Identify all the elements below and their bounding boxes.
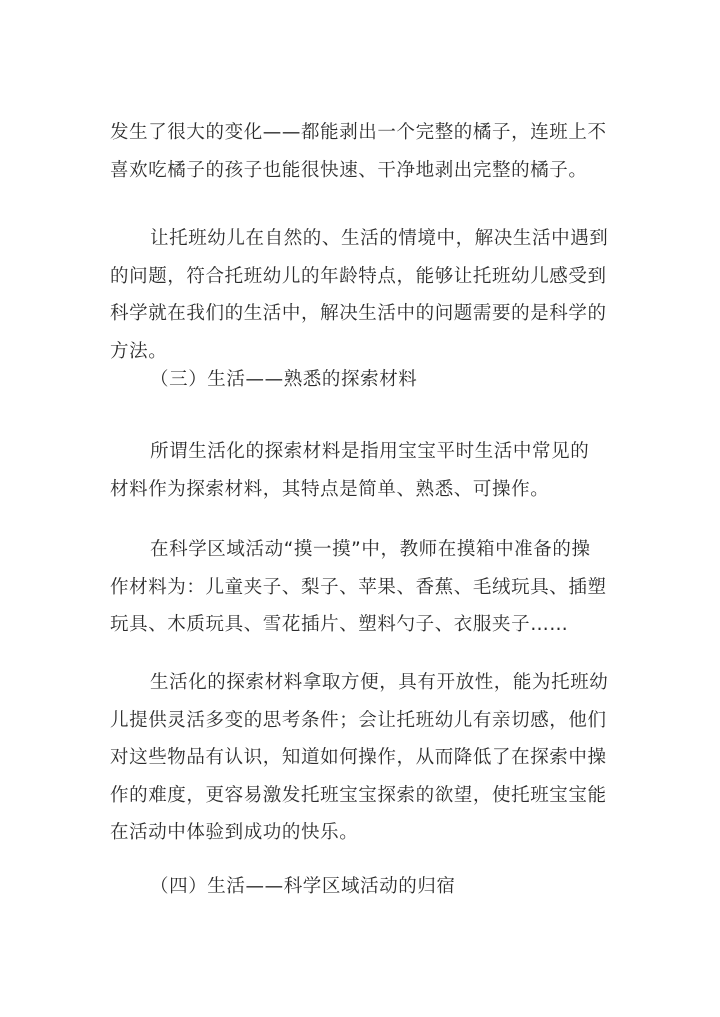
paragraph-material-definition <box>110 433 618 508</box>
paragraph-scientific-method <box>110 220 618 370</box>
paragraph-material-benefits <box>110 664 618 852</box>
text-line: 对这些物品有认识，知道如何操作，从而降低了在探索中操 <box>110 747 607 768</box>
text-line: 科学就在我们的生活中，解决生活中的问题需要的是科学的 <box>110 303 607 324</box>
section-heading-3: （三）生活——熟悉的探索材料 <box>150 369 418 390</box>
text-line: 在科学区域活动“摸一摸”中，教师在摸箱中准备的操 <box>150 539 591 560</box>
text-line: 所谓生活化的探索材料是指用宝宝平时生活中常见的 <box>150 441 590 462</box>
text-line: 儿提供灵活多变的思考条件；会让托班幼儿有亲切感，他们 <box>110 709 607 731</box>
text-line: 生活化的探索材料拿取方便，具有开放性，能为托班幼 <box>150 672 609 693</box>
text-line: 玩具、木质玩具、雪花插片、塑料勺子、衣服夹子…… <box>110 614 569 635</box>
text-line: 作的难度，更容易激发托班宝宝探索的欲望，使托班宝宝能 <box>110 784 607 806</box>
section-heading-4: （四）生活——科学区域活动的归宿 <box>150 876 456 897</box>
text-line: 在活动中体验到成功的快乐。 <box>110 822 359 843</box>
text-line: 让托班幼儿在自然的、生活的情境中，解决生活中遇到 <box>150 228 609 249</box>
text-line: 方法。 <box>110 340 168 362</box>
text-line: 材料作为探索材料，其特点是简单、熟悉、可操作。 <box>110 478 550 500</box>
text-line: 的问题，符合托班幼儿的年龄特点，能够让托班幼儿感受到 <box>110 265 607 287</box>
text-line: 作材料为：儿童夹子、梨子、苹果、香蕉、毛绒玩具、插塑 <box>110 576 607 598</box>
paragraph-continuation <box>110 114 618 189</box>
text-line: 喜欢吃橘子的孩子也能很快速、干净地剥出完整的橘子。 <box>110 159 588 181</box>
text-line: 发生了很大的变化——都能剥出一个完整的橘子，连班上不 <box>110 122 607 143</box>
paragraph-touch-activity <box>110 531 618 644</box>
